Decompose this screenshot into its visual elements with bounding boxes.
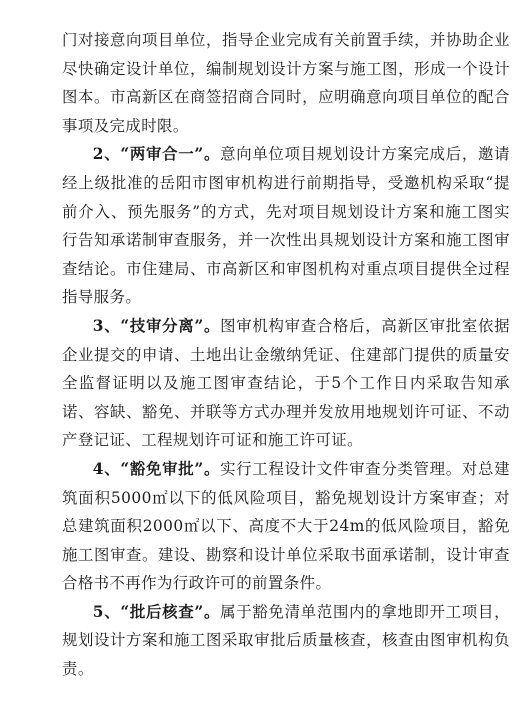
paragraph-exemption-from-approval xyxy=(62,455,510,598)
paragraph-text: 实行工程设计文件审查分类管理。对总建筑面积5000㎡以下的低风险项目，豁免规划设计方案审查；对总建筑面积2000㎡以下、高度不大于24m的低风险项目，豁免施工图审查。建设、勘察和设计单位采取书面承诺制，设计审查合格书不再作为行政许可的前置条件。 xyxy=(62,459,510,593)
document-body xyxy=(62,26,510,684)
paragraph-post-approval-check xyxy=(62,598,510,684)
paragraph-lead: 3、“技审分离”。 xyxy=(92,316,221,335)
paragraph-lead: 2、“两审合一”。 xyxy=(92,145,221,164)
paragraph-text: 门对接意向项目单位，指导企业完成有关前置手续，并协助企业尽快确定设计单位，编制规划设计方案与施工图，形成一个设计图本。市高新区在商签招商合同时，应明确意向项目单位的配合事项及完成时限。 xyxy=(62,31,510,135)
paragraph-lead: 5、“批后核查”。 xyxy=(92,602,221,621)
paragraph-lead: 4、“豁免审批”。 xyxy=(92,459,221,478)
paragraph-continuation xyxy=(62,26,510,140)
paragraph-technical-review-separation xyxy=(62,312,510,455)
paragraph-text: 属于豁免清单范围内的拿地即开工项目，规划设计方案和施工图采取审批后质量核查，核查由图审机构负责。 xyxy=(62,602,510,679)
paragraph-text: 图审机构审查合格后，高新区审批室依据企业提交的申请、土地出让金缴纳凭证、住建部门提供的质量安全监督证明以及施工图审查结论，于5个工作日内采取告知承诺、容缺、豁免、并联等方式办理并发放用地规划许可证、不动产登记证、工程规划许可证和施工许可证。 xyxy=(62,316,510,450)
paragraph-text: 意向单位项目规划设计方案完成后，邀请经上级批准的岳阳市图审机构进行前期指导，受邀机构采取“提前介入、预先服务”的方式，先对项目规划设计方案和施工图实行告知承诺制审查服务，并一次性出具规划设计方案和施工图审查结论。市住建局、市高新区和审图机构对重点项目提供全过程指导服务。 xyxy=(62,145,510,307)
paragraph-two-reviews-in-one xyxy=(62,140,510,312)
